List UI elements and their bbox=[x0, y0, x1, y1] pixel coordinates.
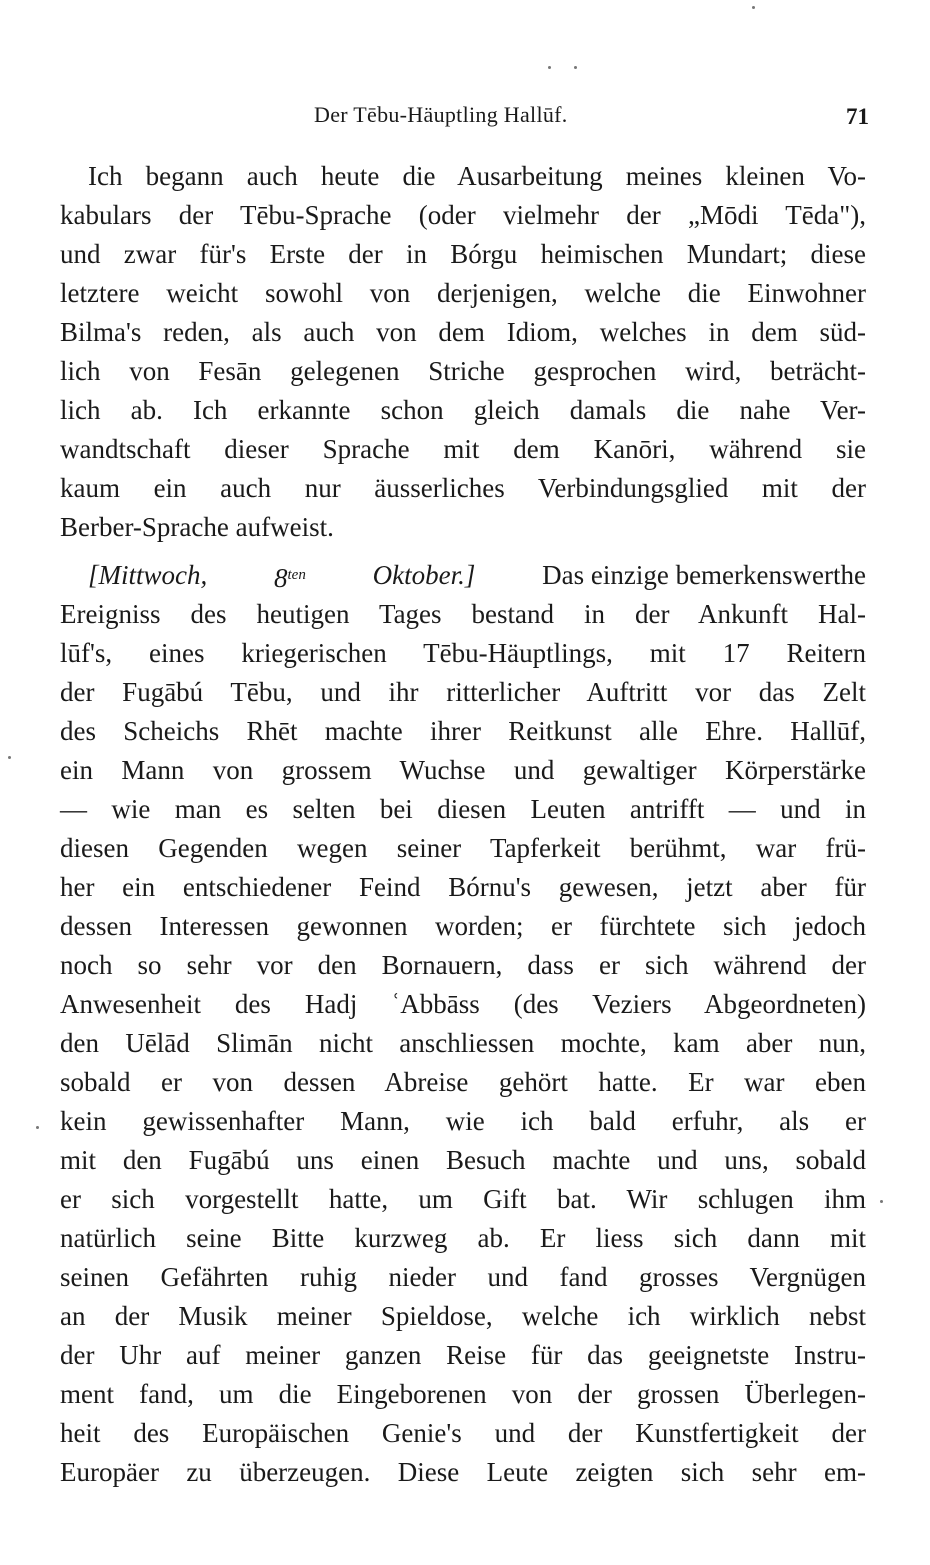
text-line: kein gewissenhafter Mann, wie ich bald erfuhr, als er bbox=[60, 1106, 866, 1136]
text-line: Ich begann auch heute die Ausarbeitung meines kleinen Vo- bbox=[88, 161, 866, 191]
text-line: ment fand, um die Eingeborenen von der grossen Überlegen- bbox=[60, 1379, 866, 1409]
text-line: Anwesenheit des Hadj ʿAbbāss (des Veziers Abgeordneten) bbox=[60, 989, 866, 1019]
text-line: dessen Interessen gewonnen worden; er fürchtete sich jedoch bbox=[60, 911, 866, 941]
text-line: wandtschaft dieser Sprache mit dem Kanōri, während sie bbox=[60, 434, 866, 464]
scan-speck bbox=[752, 6, 755, 9]
text-line: natürlich seine Bitte kurzweg ab. Er liess sich dann mit bbox=[60, 1223, 866, 1253]
text-line: Ereigniss des heutigen Tages bestand in der Ankunft Hal- bbox=[60, 599, 866, 629]
text-line: kaum ein auch nur äusserliches Verbindungsglied mit der bbox=[60, 473, 866, 503]
text-line: der Fugābú Tēbu, und ihr ritterlicher Auftritt vor das Zelt bbox=[60, 677, 866, 707]
scan-speck bbox=[880, 1200, 883, 1203]
text-line: Bilma's reden, als auch von dem Idiom, welches in dem süd- bbox=[60, 317, 866, 347]
date-ordinal bbox=[274, 556, 306, 595]
date-ordinal-number: 8 bbox=[274, 563, 288, 593]
text-line: ein Mann von grossem Wuchse und gewaltiger Körperstärke bbox=[60, 755, 866, 785]
text-line: der Uhr auf meiner ganzen Reise für das geeignetste Instru- bbox=[60, 1340, 866, 1370]
scan-speck bbox=[548, 66, 551, 69]
text-line: lich ab. Ich erkannte schon gleich damals die nahe Ver- bbox=[60, 395, 866, 425]
text-line: lich von Fesān gelegenen Striche gesprochen wird, beträcht- bbox=[60, 356, 866, 386]
page-number: 71 bbox=[846, 104, 869, 129]
text-line: Berber-Sprache aufweist. bbox=[60, 512, 334, 542]
date-ordinal-suffix: ten bbox=[287, 567, 306, 583]
text-line: letztere weicht sowohl von derjenigen, welche die Einwohner bbox=[60, 278, 866, 308]
text-line: mit den Fugābú uns einen Besuch machte und uns, sobald bbox=[60, 1145, 866, 1175]
date-prefix: [Mittwoch, bbox=[88, 560, 208, 590]
scan-speck bbox=[36, 1126, 39, 1129]
text-line: seinen Gefährten ruhig nieder und fand grosses Vergnügen bbox=[60, 1262, 866, 1292]
text-line: des Scheichs Rhēt machte ihrer Reitkunst alle Ehre. Hallūf, bbox=[60, 716, 866, 746]
text-line: den Uēlād Slimān nicht anschliessen mochte, kam aber nun, bbox=[60, 1028, 866, 1058]
dated-paragraph-opening bbox=[88, 556, 866, 595]
text-line: an der Musik meiner Spieldose, welche ich wirklich nebst bbox=[60, 1301, 866, 1331]
text-line: Europäer zu überzeugen. Diese Leute zeigten sich sehr em- bbox=[60, 1457, 866, 1487]
first-line-rest: Das einzige bemerkenswerthe bbox=[542, 560, 866, 590]
text-line: und zwar für's Erste der in Bórgu heimischen Mundart; diese bbox=[60, 239, 866, 269]
date-month: Oktober.] bbox=[372, 560, 476, 590]
text-line: er sich vorgestellt hatte, um Gift bat. Wir schlugen ihm bbox=[60, 1184, 866, 1214]
scan-speck bbox=[574, 66, 577, 69]
text-line: her ein entschiedener Feind Bórnu's gewesen, jetzt aber für bbox=[60, 872, 866, 902]
text-line: heit des Europäischen Genie's und der Kunstfertigkeit der bbox=[60, 1418, 866, 1448]
scan-speck bbox=[8, 756, 11, 759]
text-line: kabulars der Tēbu-Sprache (oder vielmehr der „Mōdi Tēda"), bbox=[60, 200, 866, 230]
text-line: — wie man es selten bei diesen Leuten antrifft — und in bbox=[60, 794, 866, 824]
text-line: diesen Gegenden wegen seiner Tapferkeit berühmt, war frü- bbox=[60, 833, 866, 863]
text-line: sobald er von dessen Abreise gehört hatte. Er war eben bbox=[60, 1067, 866, 1097]
running-title: Der Tēbu-Häuptling Hallūf. bbox=[314, 102, 568, 127]
text-line: noch so sehr vor den Bornauern, dass er sich während der bbox=[60, 950, 866, 980]
text-line: lūf's, eines kriegerischen Tēbu-Häuptlings, mit 17 Reitern bbox=[60, 638, 866, 668]
